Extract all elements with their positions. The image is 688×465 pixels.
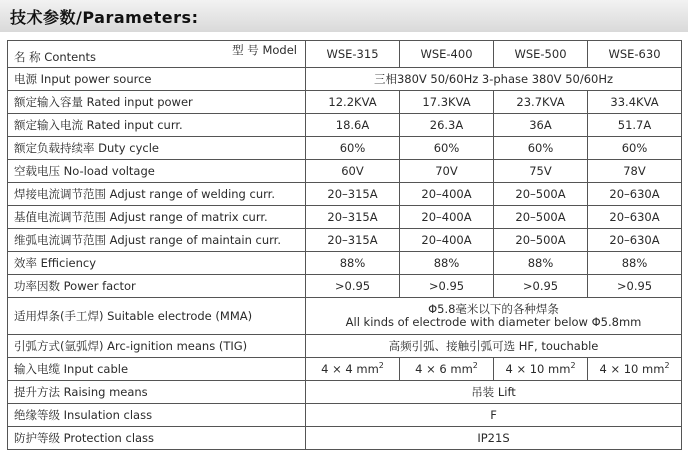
table-row (8, 381, 682, 404)
electrode-line-en: All kinds of electrode with diameter below Φ5.8mm (345, 315, 642, 329)
cable-unit-exponent: 2 (378, 360, 384, 370)
electrode-line-cn: Φ5.8毫米以下的各种焊条 (428, 302, 559, 316)
row-value (400, 358, 494, 381)
row-span-value: 高频引弧、接触引弧可选 HF, touchable (306, 335, 682, 358)
row-value: 20–315A (306, 229, 400, 252)
model-column-header: WSE-500 (494, 41, 588, 68)
row-value: 88% (494, 252, 588, 275)
row-value: 60% (494, 137, 588, 160)
row-value (306, 358, 400, 381)
row-value: 51.7A (588, 114, 682, 137)
table-row (8, 427, 682, 450)
row-label: 功率因数 Power factor (8, 275, 306, 298)
row-value: 75V (494, 160, 588, 183)
row-value: 36A (494, 114, 588, 137)
row-value: 60% (588, 137, 682, 160)
row-label: 防护等级 Protection class (8, 427, 306, 450)
row-value: 70V (400, 160, 494, 183)
row-label: 适用焊条(手工焊) Suitable electrode (MMA) (8, 298, 306, 335)
cable-unit-exponent: 2 (570, 360, 576, 370)
table-row (8, 160, 682, 183)
table-row (8, 114, 682, 137)
table-row (8, 404, 682, 427)
row-value: 33.4KVA (588, 91, 682, 114)
row-value: 18.6A (306, 114, 400, 137)
row-label: 引弧方式(氩弧焊) Arc-ignition means (TIG) (8, 335, 306, 358)
row-label: 输入电缆 Input cable (8, 358, 306, 381)
model-header-label: 型 号 Model (232, 43, 297, 57)
row-value: 88% (400, 252, 494, 275)
model-column-header: WSE-400 (400, 41, 494, 68)
row-value: 23.7KVA (494, 91, 588, 114)
contents-header-label: 名 称 Contents (14, 50, 97, 64)
row-label: 空载电压 No-load voltage (8, 160, 306, 183)
row-span-value: F (306, 404, 682, 427)
title-bar (0, 0, 688, 32)
table-row (8, 68, 682, 91)
row-label: 效率 Efficiency (8, 252, 306, 275)
row-value: 20–500A (494, 229, 588, 252)
cable-size: 4 × 4 mm (321, 361, 379, 376)
table-row (8, 137, 682, 160)
row-label: 电源 Input power source (8, 68, 306, 91)
row-label: 基值电流调节范围 Adjust range of matrix curr. (8, 206, 306, 229)
cable-size: 4 × 10 mm (505, 361, 571, 376)
table-row (8, 229, 682, 252)
row-value: 20–630A (588, 183, 682, 206)
row-value: >0.95 (306, 275, 400, 298)
table-header-row (8, 41, 682, 68)
row-value: 26.3A (400, 114, 494, 137)
row-value: 20–400A (400, 183, 494, 206)
row-value: 20–630A (588, 206, 682, 229)
row-value: 20–630A (588, 229, 682, 252)
row-value: 88% (306, 252, 400, 275)
cable-unit-exponent: 2 (664, 360, 670, 370)
row-value: 60V (306, 160, 400, 183)
row-value: 20–500A (494, 183, 588, 206)
row-label: 提升方法 Raising means (8, 381, 306, 404)
cable-unit-exponent: 2 (472, 360, 478, 370)
row-value: 78V (588, 160, 682, 183)
row-span-value: 三相380V 50/60Hz 3-phase 380V 50/60Hz (306, 68, 682, 91)
row-label: 绝缘等级 Insulation class (8, 404, 306, 427)
row-value (494, 358, 588, 381)
row-value: 20–400A (400, 229, 494, 252)
row-value: 20–400A (400, 206, 494, 229)
row-span-value: 吊装 Lift (306, 381, 682, 404)
table-row (8, 275, 682, 298)
row-value: 20–500A (494, 206, 588, 229)
row-value: 17.3KVA (400, 91, 494, 114)
model-column-header: WSE-630 (588, 41, 682, 68)
model-column-header: WSE-315 (306, 41, 400, 68)
row-value: >0.95 (400, 275, 494, 298)
header-corner-cell (8, 41, 306, 68)
table-row (8, 206, 682, 229)
row-value: 12.2KVA (306, 91, 400, 114)
row-value: 20–315A (306, 206, 400, 229)
row-label: 额定输入电流 Rated input curr. (8, 114, 306, 137)
row-value: 60% (306, 137, 400, 160)
row-span-value (306, 298, 682, 335)
cable-size: 4 × 10 mm (599, 361, 665, 376)
table-row (8, 335, 682, 358)
row-label: 维弧电流调节范围 Adjust range of maintain curr. (8, 229, 306, 252)
table-row (8, 298, 682, 335)
table-row (8, 183, 682, 206)
row-value: 60% (400, 137, 494, 160)
row-value: >0.95 (494, 275, 588, 298)
row-label: 焊接电流调节范围 Adjust range of welding curr. (8, 183, 306, 206)
row-value: 20–315A (306, 183, 400, 206)
row-value: 88% (588, 252, 682, 275)
cable-size: 4 × 6 mm (415, 361, 473, 376)
row-label: 额定负载持续率 Duty cycle (8, 137, 306, 160)
table-row (8, 252, 682, 275)
table-row (8, 91, 682, 114)
row-value (588, 358, 682, 381)
row-value: >0.95 (588, 275, 682, 298)
row-span-value: IP21S (306, 427, 682, 450)
parameters-table (7, 40, 682, 450)
row-label: 额定输入容量 Rated input power (8, 91, 306, 114)
page-title: 技术参数/Parameters: (10, 8, 199, 27)
table-row (8, 358, 682, 381)
